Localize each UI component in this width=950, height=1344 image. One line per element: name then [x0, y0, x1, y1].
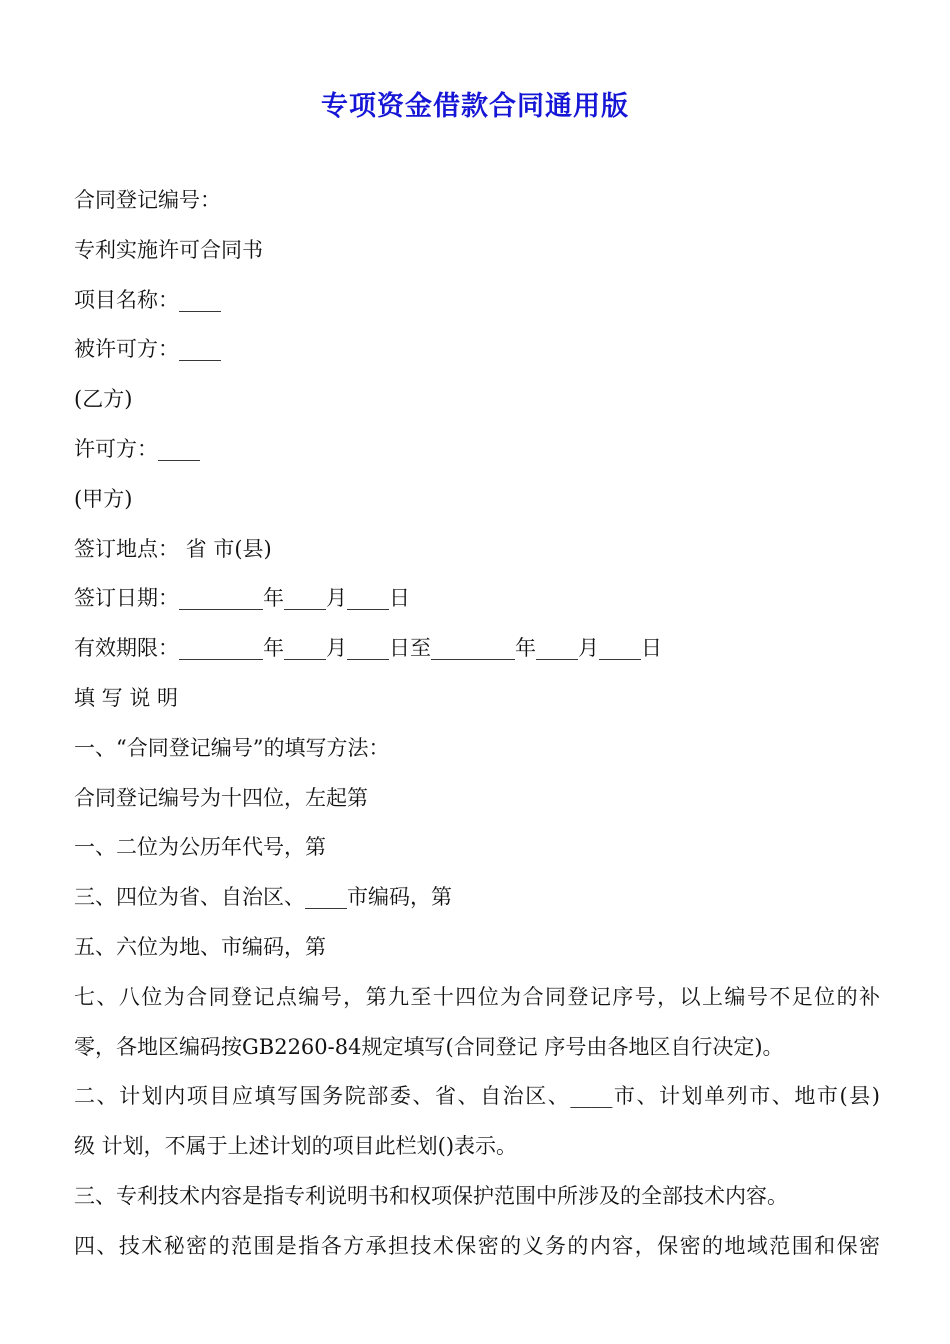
document-body — [74, 176, 880, 1272]
instruction-three-line: 三、专利技术内容是指专利说明书和权项保护范围中所涉及的全部技术内容。 — [74, 1183, 788, 1208]
instruction-line: 七、八位为合同登记点编号，第九至十四位为合同登记序号，以上编号不足位的补 — [74, 984, 880, 1009]
party-b-line: (乙方) — [74, 387, 133, 412]
instruction-line: 五、六位为地、市编码，第 — [74, 934, 326, 959]
document-title: 专项资金借款合同通用版 — [321, 91, 629, 122]
registration-number-line: 合同登记编号： — [74, 188, 221, 212]
licensee-line: 被许可方：____ — [74, 337, 221, 362]
signing-date-line: 签订日期：________年____月____日 — [74, 586, 410, 611]
project-name-line: 项目名称：____ — [74, 287, 221, 312]
instruction-one-heading: 一、“合同登记编号”的填写方法： — [74, 735, 390, 760]
instruction-two-line: 级 计划，不属于上述计划的项目此栏划()表示。 — [74, 1134, 518, 1159]
party-a-line: (甲方) — [74, 486, 133, 511]
instruction-line: 一、二位为公历年代号，第 — [74, 835, 326, 860]
validity-period-line: 有效期限：________年____月____日至________年____月____日 — [74, 636, 662, 661]
instruction-line: 合同登记编号为十四位，左起第 — [74, 785, 368, 810]
signing-place-line: 签订地点： 省 市(县) — [74, 536, 272, 561]
instructions-heading: 填 写 说 明 — [74, 685, 179, 710]
contract-name-line: 专利实施许可合同书 — [74, 237, 263, 262]
instruction-line: 三、四位为省、自治区、____市编码，第 — [74, 885, 452, 910]
instruction-four-line: 四、技术秘密的范围是指各方承担技术保密的义务的内容，保密的地域范围和保密 — [74, 1233, 880, 1258]
instruction-two-line: 二、计划内项目应填写国务院部委、省、自治区、____市、计划单列市、地市(县) — [74, 1084, 880, 1109]
instruction-line: 零，各地区编码按GB2260-84规定填写(合同登记 序号由各地区自行决定)。 — [74, 1034, 784, 1059]
licensor-line: 许可方：____ — [74, 436, 200, 461]
